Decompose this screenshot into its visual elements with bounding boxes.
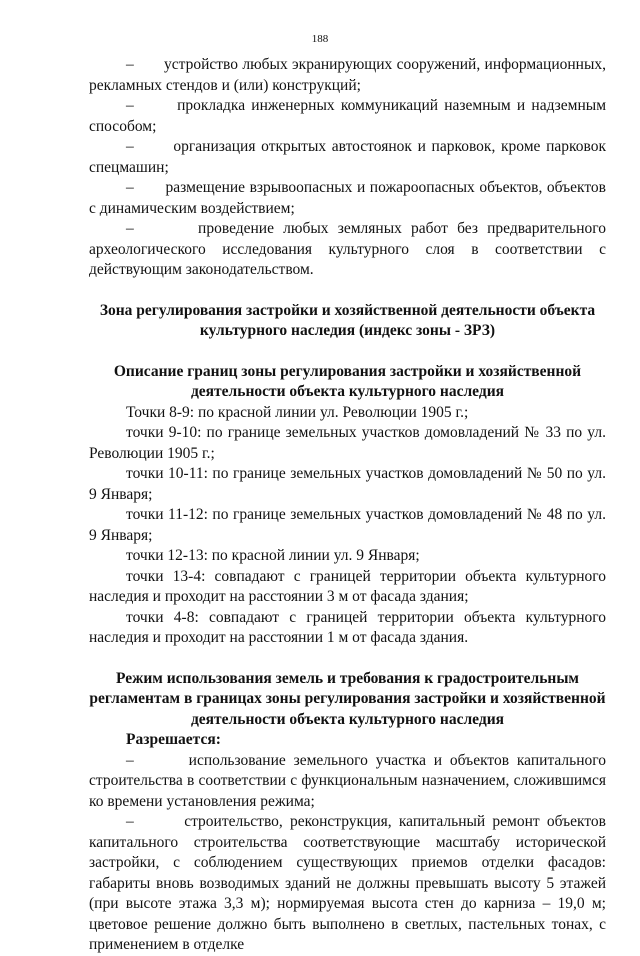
list-item: – устройство любых экранирующих сооружений, информационных, рекламных стендов и (или) конструкций; <box>89 56 606 94</box>
boundary-point: точки 12-13: по красной линии ул. 9 Января; <box>126 547 420 564</box>
zone-heading: Зона регулирования застройки и хозяйственной деятельности объекта культурного наследия (индекс зоны - ЗРЗ) <box>99 301 596 339</box>
regime-heading: Режим использования земель и требования к градостроительным регламентам в границах зоны регулирования застройки и хозяйственной деятельности объекта культурного наследия <box>89 669 606 728</box>
boundary-point: точки 4-8: совпадают с границей территории объекта культурного наследия и проходит на расстоянии 1 м от фасада здания. <box>89 608 606 646</box>
prohibited-list <box>89 55 606 281</box>
list-item: – проведение любых земляных работ без предварительного археологического исследования культурного слоя в соответствии с действующим законодательством. <box>89 220 606 278</box>
boundary-point: точки 9-10: по границе земельных участков домовладений № 33 по ул. Революции 1905 г.; <box>89 424 606 462</box>
allowed-list <box>89 751 606 956</box>
list-item: – организация открытых автостоянок и парковок, кроме парковок спецмашин; <box>89 138 606 176</box>
list-item: – использование земельного участка и объектов капитального строительства в соответствии с функциональным назначением, сложившимся ко времени установления режима; <box>89 751 606 810</box>
boundary-point: точки 10-11: по границе земельных участков домовладений № 50 по ул. 9 Января; <box>89 465 606 503</box>
boundary-point: точки 11-12: по границе земельных участков домовладений № 48 по ул. 9 Января; <box>89 506 606 544</box>
boundary-point: Точки 8-9: по красной линии ул. Революции 1905 г.; <box>126 403 469 421</box>
document-body <box>89 55 606 956</box>
list-item: – строительство, реконструкция, капитальный ремонт объектов капитального строительства соответствующие масштабу исторической застройки, с соблюдением существующих приемов отделки фасадов: габариты вновь возводимых зданий не должны превышать высоту 5 этажей (при высоте этажа 3,3 м); нормируемая высота стен до карниза – 19,0 м; цветовое решение должно быть выполнено в светлых, пастельных тонах, с применением в отделке <box>89 813 606 953</box>
page-number: 188 <box>311 33 329 45</box>
list-item: – размещение взрывоопасных и пожароопасных объектов, объектов с динамическим воздействием; <box>89 179 606 217</box>
boundary-points <box>89 403 606 649</box>
allowed-label: Разрешается: <box>126 731 221 748</box>
boundaries-heading: Описание границ зоны регулирования застройки и хозяйственной деятельности объекта культурного наследия <box>113 362 582 400</box>
boundary-point: точки 13-4: совпадают с границей территории объекта культурного наследия и проходит на расстоянии 3 м от фасада здания; <box>89 567 606 605</box>
list-item: – прокладка инженерных коммуникаций наземным и надземным способом; <box>89 97 606 135</box>
